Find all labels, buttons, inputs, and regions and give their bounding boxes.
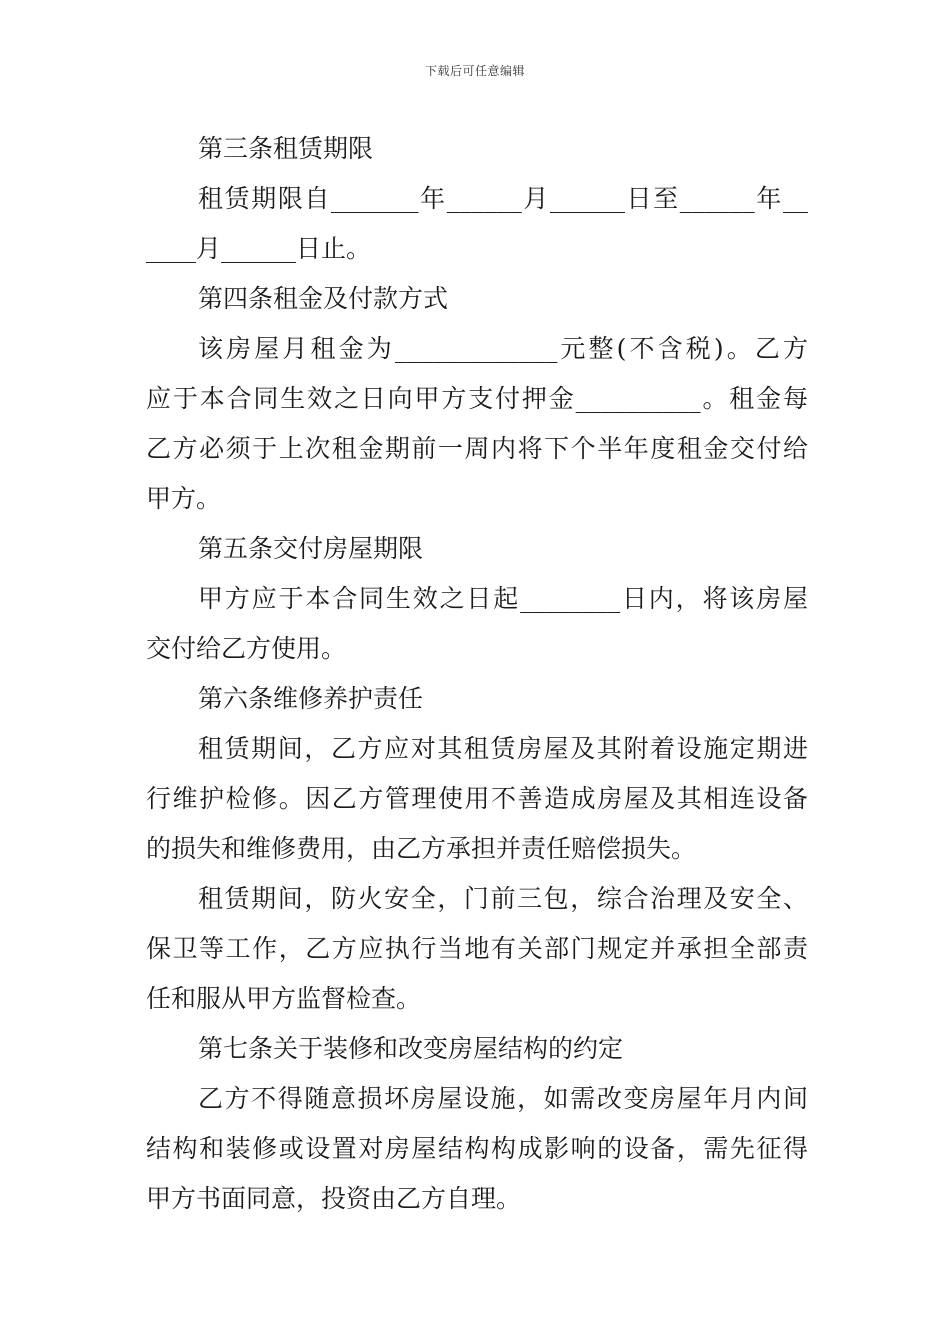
maintenance-line-2: 行维护检修。因乙方管理使用不善造成房屋及其相连设备	[146, 784, 808, 813]
article-6-heading: 第六条维修养护责任	[198, 684, 424, 713]
contract-body	[146, 124, 808, 1224]
rent-line-2: 应于本合同生效之日向甲方支付押金__________。租金每	[146, 384, 808, 413]
safety-line-3: 任和服从甲方监督检查。	[146, 984, 422, 1013]
delivery-line-1: 甲方应于本合同生效之日起________日内，将该房屋	[198, 584, 808, 613]
safety-line-1: 租赁期间，防火安全，门前三包，综合治理及安全、	[198, 884, 808, 913]
renovation-line-2: 结构和装修或设置对房屋结构构成影响的设备，需先征得	[146, 1134, 808, 1163]
article-7-heading: 第七条关于装修和改变房屋结构的约定	[198, 1034, 624, 1063]
article-3-heading: 第三条租赁期限	[198, 134, 374, 163]
page-header: 下载后可任意编辑	[424, 64, 525, 78]
maintenance-line-1: 租赁期间，乙方应对其租赁房屋及其附着设施定期进	[198, 734, 808, 763]
safety-line-2: 保卫等工作，乙方应执行当地有关部门规定并承担全部责	[146, 934, 808, 963]
rent-line-1: 该房屋月租金为_____________元整(不含税)。乙方	[198, 334, 808, 363]
renovation-line-1: 乙方不得随意损坏房屋设施，如需改变房屋年月内间	[198, 1084, 808, 1113]
maintenance-line-3: 的损失和维修费用，由乙方承担并责任赔偿损失。	[146, 834, 697, 863]
article-4-heading: 第四条租金及付款方式	[198, 284, 449, 313]
rent-line-3: 乙方必须于上次租金期前一周内将下个半年度租金交付给	[146, 434, 808, 463]
rent-line-4: 甲方。	[146, 484, 222, 513]
lease-term-line-2: ____月______日止。	[146, 234, 372, 263]
article-5-heading: 第五条交付房屋期限	[198, 534, 424, 563]
lease-term-line-1: 租赁期限自_______年______月______日至______年__	[198, 184, 808, 213]
delivery-line-2: 交付给乙方使用。	[146, 634, 347, 663]
renovation-line-3: 甲方书面同意，投资由乙方自理。	[146, 1184, 522, 1213]
